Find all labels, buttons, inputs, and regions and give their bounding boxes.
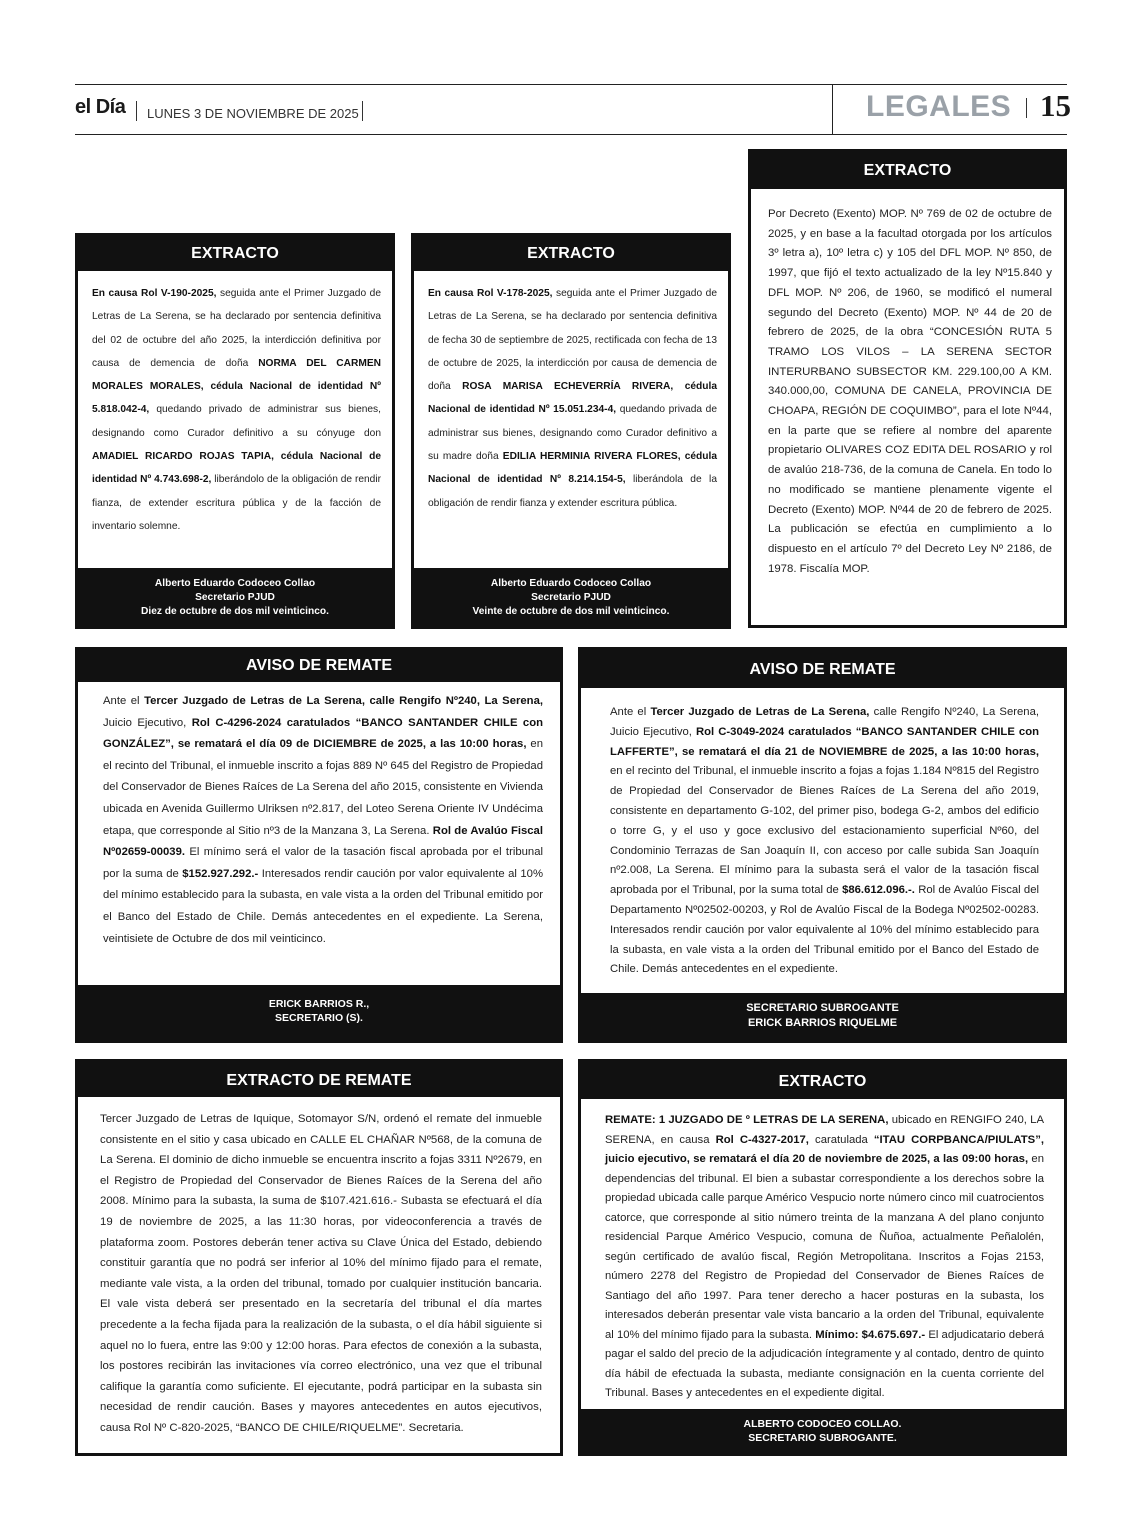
body-text: quedando privada de administrar sus bienes, designando como Curador definitivo a su madre doña bbox=[428, 404, 718, 463]
body-text: caratulada bbox=[808, 1133, 874, 1146]
emphasized-text: Rol C-3049-2024 caratulados “BANCO SANTANDER CHILE con LAFFERTE”, se rematará el día 21 de NOVIEMBRE de 2025, a las 10:00 horas, bbox=[610, 725, 1040, 758]
body-text: El mínimo será el valor de la tasación fiscal aprobada por el tribunal por la suma de bbox=[103, 846, 543, 880]
notice-extracto-interdiccion-1 bbox=[75, 233, 395, 629]
signature-line: Veinte de octubre de dos mil veinticinco. bbox=[472, 606, 670, 617]
body-text: Por Decreto (Exento) MOP. Nº 769 de 02 de octubre de 2025, y en base a la facultad otorgada por los artículos 3º letra a), 10º letra c) y 105 del DFL MOP. Nº 850, de 1997, que fijó el texto actualizado de la ley Nº15.840 y DFL MOP. Nº 206, de 1960, se modificó el numeral segundo del Decreto (Exento) MOP. Nº 44 de 20 de febrero de 2025, de la obra “CONCESIÓN RUTA 5 TRAMO LOS VILOS – LA SERENA SECTOR INTERURBANO SUBSECTOR KM. 229.100,00 A KM. 340.000,00, COMUNA DE CANELA, PROVINCIA DE CHOAPA, REGIÓN DE COQUIMBO”, para el lote Nº44, en la parte que se refiere al nombre del aparente propietario OLIVARES COZ EDITA DEL ROSARIO y rol de avalúo 218-736, de la comuna de Canela. En todo lo no modificado se mantiene plenamente vigente el Decreto (Exento) MOP. Nº44 de 20 de febrero de 2025. La publicación se efectúa en cumplimiento a lo dispuesto en el artículo 7º del Decreto Ley Nº 2186, de 1978. Fiscalía MOP. bbox=[768, 208, 1052, 575]
body-text: calle Rengifo Nº240, La Serena, Juicio Ejecutivo, bbox=[610, 706, 1039, 738]
emphasized-text: Tercer Juzgado de Letras de La Serena, bbox=[650, 706, 870, 718]
signature-line: SECRETARIO (S). bbox=[275, 1012, 363, 1024]
notice-title: EXTRACTO bbox=[414, 236, 728, 271]
body-text: El adjudicatario deberá pagar el saldo del precio de la adjudicación íntegramente y al contado, dentro de quinto día hábil de efectuada la subasta, mediante consignación en la cuenta corriente del Tribunal. Bases y antecedentes en el expediente digital. bbox=[605, 1328, 1044, 1399]
body-text: Ante el bbox=[103, 695, 145, 707]
notice-title: AVISO DE REMATE bbox=[581, 650, 1064, 688]
signature-line: Diez de octubre de dos mil veinticinco. bbox=[141, 606, 329, 617]
signature-line: Secretario PJUD bbox=[531, 592, 611, 603]
body-text: liberándolo de la obligación de rendir fianza, de extender escritura pública y de la facción de inventario solemne. bbox=[92, 474, 382, 532]
notice-title: AVISO DE REMATE bbox=[78, 650, 560, 682]
signature-line: ERICK BARRIOS RIQUELME bbox=[747, 1017, 898, 1029]
notice-body bbox=[78, 682, 560, 950]
masthead-logo: el Día bbox=[75, 96, 126, 118]
notice-body bbox=[581, 1099, 1064, 1404]
notice-body bbox=[581, 688, 1064, 980]
notice-signature bbox=[414, 568, 728, 626]
notice-signature bbox=[78, 985, 560, 1040]
body-text: en dependencias del tribunal. El bien a subastar correspondiente a los derechos sobre la propiedad ubicada calle parque Américo Vespucio norte número cinco mil cuatrocientos catorce, que corresponde al sitio número treinta de la manzana A del plano conjunto residencial Parque Américo Vespucio, comuna de Ñuñoa, actualmente Peñalolén, según certificado de avalúo fiscal, Región Metropolitana. Inscritos a Fojas 2153, número 2278 del Registro de Propiedad del Conservador de Bienes Raíces de Santiago del año 1997. Para tener derecho a hacer posturas en la subasta, los interesados deberán presentar vale vista bancario a la orden del Tribunal, equivalente al 10% del mínimo fijado para la subasta. bbox=[605, 1153, 1044, 1341]
body-text: liberándola de la obligación de rendir fianza y extender escritura pública. bbox=[428, 474, 717, 509]
notice-aviso-remate-gonzalez bbox=[75, 647, 563, 1043]
emphasized-text: En causa Rol V-178-2025, bbox=[428, 288, 553, 299]
signature-line: ALBERTO CODOCEO COLLAO. bbox=[743, 1418, 902, 1430]
notice-extracto-remate-itau bbox=[578, 1059, 1067, 1456]
header-bottom-rule bbox=[75, 134, 1067, 135]
body-text: seguida ante el Primer Juzgado de Letras de La Serena, se ha declarado por sentencia definitiva de fecha 30 de septiembre de 2025, rectificada con fecha de 13 de octubre de 2025, la interdicción por causa de demencia de doña bbox=[428, 288, 717, 393]
signature-line: Secretario PJUD bbox=[195, 592, 275, 603]
body-text: Interesados rendir caución por valor equivalente al 10% del mínimo establecido para la subasta, en vale vista a la orden del Tribunal emitido por el Banco del Estado de Chile. Demás antecedentes en el expediente. La Serena, veintisiete de Octubre de dos mil veinticinco. bbox=[103, 867, 543, 945]
header-separator bbox=[136, 101, 137, 121]
signature-line: ERICK BARRIOS R., bbox=[268, 998, 370, 1010]
notice-body bbox=[414, 271, 728, 515]
notice-signature bbox=[78, 568, 392, 626]
emphasized-text: Rol de Avalúo Fiscal Nº02659-00039. bbox=[103, 824, 543, 859]
body-text: Juicio Ejecutivo, bbox=[103, 716, 192, 729]
body-text: Rol de Avalúo Fiscal del Departamento Nº02502-00203, y Rol de Avalúo Fiscal de la Bodega Nº02502-00283. Interesados rendir caución por valor equivalente al 10% del mínimo establecido para la subasta, en vale vista a la orden del Tribunal emitido por el Banco del Estado de Chile. Demás antecedentes en el expediente. bbox=[610, 884, 1039, 976]
emphasized-text: ROSA MARISA ECHEVERRÍA RIVERA, cédula Nacional de identidad Nº 15.051.234-4, bbox=[428, 381, 717, 416]
body-text: en el recinto del Tribunal, el inmueble inscrito a fojas a fojas 1.184 Nº815 del Registro de Propiedad del Conservador de Bienes Raíces de La Serena del año 2019, consistente en departamento G-102, del primer piso, bodega G-2, ambos del edificio o torre G, y el uso y goce exclusivo del estacionamiento superficial Nº60, del Condominio Terrazas de San Joaquín II, con acceso por calle subida San Joaquín nº2.008, La Serena. El mínimo para la subasta será el valor de la tasación fiscal aprobada por el Tribunal, por la suma total de bbox=[610, 765, 1039, 897]
notice-extracto-decreto-mop bbox=[748, 149, 1067, 628]
notice-body bbox=[751, 189, 1064, 579]
emphasized-text: AMADIEL RICARDO ROJAS TAPIA, cédula Nacional de identidad Nº 4.743.698-2, bbox=[92, 451, 381, 486]
notice-signature bbox=[581, 993, 1064, 1040]
emphasized-text: $86.612.096.-. bbox=[842, 884, 915, 897]
notice-title: EXTRACTO DE REMATE bbox=[78, 1062, 560, 1097]
emphasized-text: EDILIA HERMINIA RIVERA FLORES, cédula Nacional de identidad Nº 8.214.154-5, bbox=[428, 451, 717, 486]
header-top-rule bbox=[75, 84, 1067, 85]
emphasized-text: Rol C-4296-2024 caratulados “BANCO SANTANDER CHILE con GONZÁLEZ”, se rematará el día 09 de DICIEMBRE de 2025, a las 10:00 horas, bbox=[103, 716, 544, 751]
emphasized-text: “ITAU CORPBANCA/PIULATS”, juicio ejecutivo, se rematará el día 20 de noviembre de 2025, a las 09:00 horas, bbox=[605, 1133, 1044, 1165]
publication-date: LUNES 3 DE NOVIEMBRE DE 2025 bbox=[147, 106, 359, 121]
body-text: en el recinto del Tribunal, el inmueble inscrito a fojas 889 Nº 645 del Registro de Propiedad del Conservador de Bienes Raíces de La Serena del año 2015, consistente en Vivienda ubicada en Avenida Guillermo Ulriksen nº2.817, del Loteo Serena Oriente IV Undécima etapa, que corresponde al Sitio nº3 de la Manzana 3, La Serena. bbox=[103, 738, 543, 837]
header-divider bbox=[832, 84, 833, 135]
signature-line: SECRETARIO SUBROGANTE bbox=[746, 1002, 899, 1014]
body-text: ubicado en RENGIFO 240, LA SERENA, en causa bbox=[605, 1114, 1044, 1146]
emphasized-text: REMATE: 1 JUZGADO DE º LETRAS DE LA SERENA, bbox=[605, 1114, 889, 1126]
notice-title: EXTRACTO bbox=[581, 1062, 1064, 1099]
notice-aviso-remate-lafferte bbox=[578, 647, 1067, 1043]
body-text: quedando privado de administrar sus bienes, designando como Curador definitivo a su cónyuge don bbox=[92, 404, 381, 439]
signature-line: Alberto Eduardo Codoceo Collao bbox=[490, 578, 652, 589]
notice-title: EXTRACTO bbox=[78, 236, 392, 271]
body-text: seguida ante el Primer Juzgado de Letras de La Serena, se ha declarado por sentencia definitiva del 02 de octubre del año 2025, la interdicción definitiva por causa de demencia de doña bbox=[92, 288, 381, 369]
emphasized-text: NORMA DEL CARMEN MORALES MORALES, cédula Nacional de identidad Nº 5.818.042-4, bbox=[92, 357, 381, 416]
emphasized-text: $152.927.292.- bbox=[182, 867, 259, 880]
signature-line: Alberto Eduardo Codoceo Collao bbox=[154, 578, 316, 589]
notice-title: EXTRACTO bbox=[751, 152, 1064, 189]
page-number: 15 bbox=[1040, 88, 1071, 123]
notice-body bbox=[78, 1097, 560, 1439]
emphasized-text: Tercer Juzgado de Letras de La Serena, calle Rengifo Nº240, La Serena, bbox=[144, 695, 544, 707]
emphasized-text: En causa Rol V-190-2025, bbox=[92, 288, 217, 299]
section-title: LEGALES bbox=[866, 90, 1012, 123]
header-separator bbox=[1026, 98, 1027, 118]
notice-extracto-remate-iquique bbox=[75, 1059, 563, 1456]
notice-signature bbox=[581, 1409, 1064, 1453]
emphasized-text: Rol C-4327-2017, bbox=[715, 1133, 809, 1146]
notice-extracto-interdiccion-2 bbox=[411, 233, 731, 629]
signature-line: SECRETARIO SUBROGANTE. bbox=[748, 1432, 897, 1444]
notice-body bbox=[78, 271, 392, 538]
body-text: Ante el bbox=[610, 706, 651, 718]
emphasized-text: Mínimo: $4.675.697.- bbox=[815, 1328, 926, 1341]
header-separator bbox=[362, 101, 363, 121]
body-text: Tercer Juzgado de Letras de Iquique, Sotomayor S/N, ordenó el remate del inmueble consistente en el sitio y casa ubicado en CALLE EL CHAÑAR Nº568, de la comuna de La Serena. El dominio de dicho inmueble se encuentra inscrito a fojas 3311 Nº2679, en el Registro de Propiedad del Conservador de Bienes Raíces de la Serena del año 2008. Mínimo para la subasta, la suma de $107.421.616.- Subasta se efectuará el día 19 de noviembre de 2025, a las 11:30 horas, por videoconferencia a través de plataforma zoom. Postores deberán tener activa su Clave Única del Estado, debiendo constituir garantía que no podrá ser inferior al 10% del mínimo fijado para el remate, mediante vale vista, a la orden del tribunal, tomado por cualquier institución bancaria. El vale vista deberá ser presentado en la secretaría del tribunal el día martes precedente a la fecha fijada para la realización de la subasta, o el día hábil siguiente si aquel no lo fuera, entre las 9:00 y 12:00 horas. Para efectos de conexión a la subasta, los postores recibirán las invitaciones vía correo electrónico, una vez que el tribunal califique la garantía como suficiente. El ejecutante, podrá participar en la subasta sin necesidad de rendir caución. Bases y mayores antecedentes en autos ejecutivos, causa Rol Nº C-820-2025, “BANCO DE CHILE/RIQUELME”. Secretaria. bbox=[100, 1113, 542, 1434]
